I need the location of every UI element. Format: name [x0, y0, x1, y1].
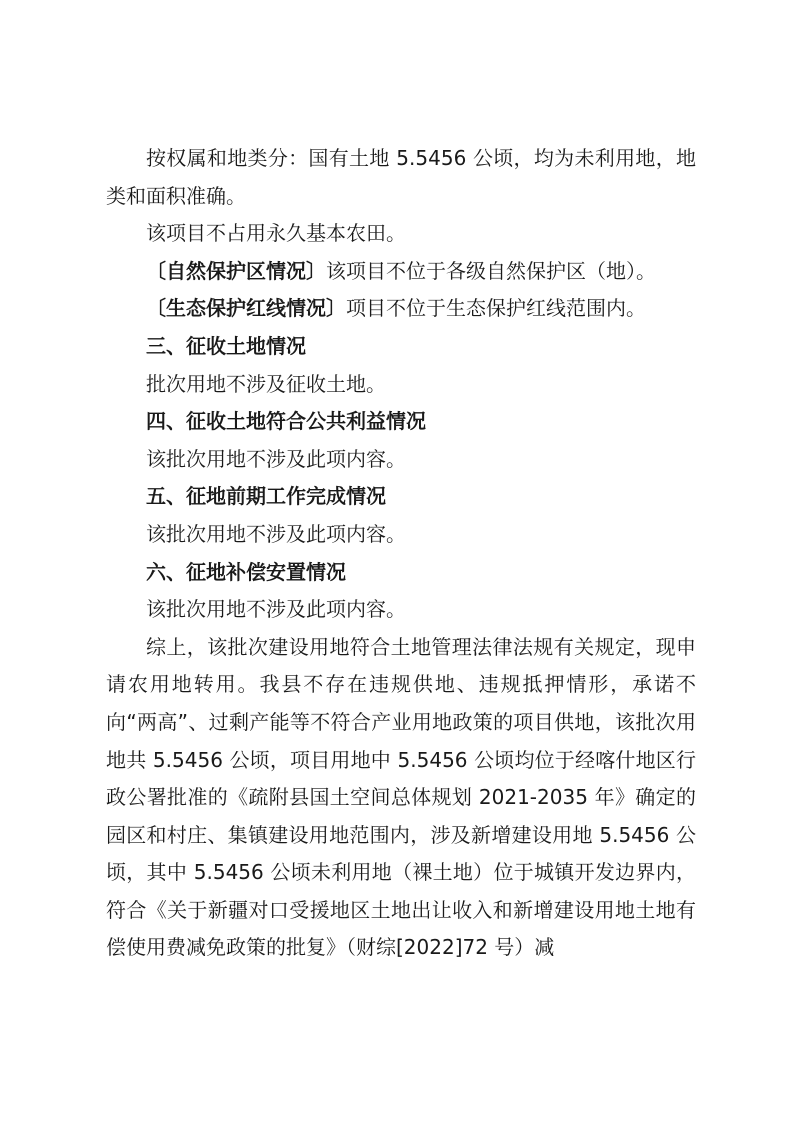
paragraph-ecological-redline [106, 290, 696, 328]
ecological-redline-text: 项目不位于生态保护红线范围内。 [346, 296, 646, 321]
paragraph-farmland: 该项目不占用永久基本农田。 [146, 221, 406, 246]
paragraph-section-4: 该批次用地不涉及此项内容。 [146, 446, 406, 471]
document-body [106, 140, 696, 967]
nature-reserve-label: 〔自然保护区情况〕 [146, 258, 326, 283]
paragraph-section-3: 批次用地不涉及征收土地。 [146, 371, 386, 396]
paragraph-section-5: 该批次用地不涉及此项内容。 [146, 521, 406, 546]
heading-section-4: 四、征收土地符合公共利益情况 [146, 409, 426, 434]
paragraph-section-6: 该批次用地不涉及此项内容。 [146, 597, 406, 622]
heading-section-6: 六、征地补偿安置情况 [146, 559, 346, 584]
paragraph-nature-reserve [106, 253, 696, 291]
nature-reserve-text: 该项目不位于各级自然保护区（地）。 [326, 258, 656, 283]
paragraph-summary: 综上，该批次建设用地符合土地管理法律法规有关规定，现申请农用地转用。我县不存在违规供地、违规抵押情形，承诺不向“两高”、过剩产能等不符合产业用地政策的项目供地，该批次用地共 5.5456 公顷，项目用地中 5.5456 公顷均位于经喀什地区行政公署批准的《疏附县国土空间总体规划 2021-2035 年》确定的园区和村庄、集镇建设用地范围内，涉及新增建设用地 5.5456 公顷，其中 5.5456 公顷未利用地（裸土地）位于城镇开发边界内，符合《关于新疆对口受援地区土地出让收入和新增建设用地土地有偿使用费减免政策的批复》（财综[2022]72 号）减 [106, 634, 696, 960]
heading-section-5: 五、征地前期工作完成情况 [146, 484, 386, 509]
paragraph-land-ownership: 按权属和地类分：国有土地 5.5456 公顷，均为未利用地，地类和面积准确。 [106, 146, 696, 208]
heading-section-3: 三、征收土地情况 [146, 333, 306, 358]
ecological-redline-label: 〔生态保护红线情况〕 [146, 296, 346, 321]
